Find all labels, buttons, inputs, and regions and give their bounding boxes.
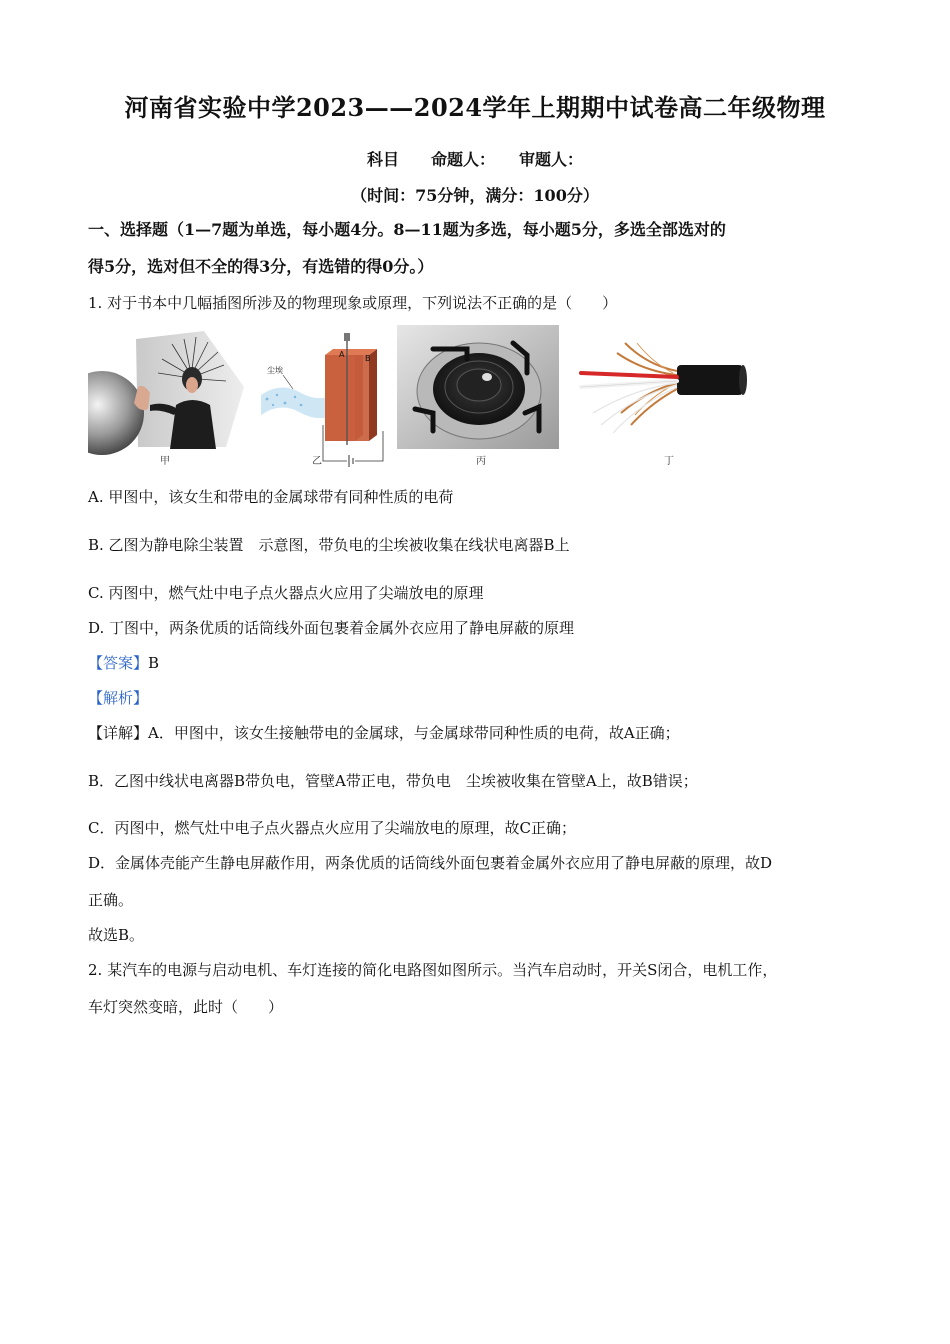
detail-a-text: A．甲图中，该女生接触带电的金属球，与金属球带同种性质的电荷，故A正确； [148, 724, 680, 742]
q2-stem-line1: 2. 某汽车的电源与启动电机、车灯连接的简化电路图如图所示。当汽车启动时，开关S闭合，电机工作， [88, 961, 778, 979]
analysis-tag: 【解析】 [88, 689, 149, 707]
q1-detail-b: B．乙图中线状电离器B带负电，管壁A带正电，带负电 尘埃被收集在管壁A上，故B错误； [88, 772, 698, 790]
q1-option-b: B. 乙图为静电除尘装置 示意图，带负电的尘埃被收集在线状电离器B上 [88, 536, 570, 554]
q1-detail-d-line1: D．金属体壳能产生静电屏蔽作用，两条优质的话筒线外面包裹着金属外衣应用了静电屏蔽的原理，故D [88, 854, 773, 872]
q1-stem: 1. 对于书本中几幅插图所涉及的物理现象或原理，下列说法不正确的是（ ） [88, 294, 618, 312]
exam-meta: 科目 命题人： 审题人： [366, 150, 583, 169]
figure-bing-caption: 丙 [476, 456, 486, 467]
exam-time: （时间：75分钟，满分：100分） [351, 186, 599, 205]
q1-answer [88, 652, 862, 674]
q1-detail-a [88, 722, 862, 744]
page-title: 河南省实验中学2023——2024学年上期期中试卷高二年级物理 [124, 93, 826, 122]
q1-conclusion: 故选B。 [88, 926, 145, 944]
figure-ding-shielded-cable [573, 325, 749, 475]
q1-option-d: D. 丁图中，两条优质的话筒线外面包裹着金属外衣应用了静电屏蔽的原理 [88, 619, 575, 637]
section-heading-line2: 得5分，选对但不全的得3分，有选错的得0分。） [88, 257, 434, 276]
figure-yi-electrostatic-precipitator [255, 325, 395, 475]
answer-value: B [148, 654, 160, 672]
figure-ding-caption: 丁 [664, 456, 674, 467]
detail-tag: 【详解】 [88, 724, 149, 742]
plate-a-label: A [339, 350, 345, 359]
q2-stem-line2: 车灯突然变暗，此时（ ） [88, 998, 284, 1016]
answer-tag: 【答案】 [88, 654, 149, 672]
q1-option-c: C. 丙图中，燃气灶中电子点火器点火应用了尖端放电的原理 [88, 584, 484, 602]
figure-yi-caption: 乙 [312, 456, 322, 467]
q1-option-a: A. 甲图中，该女生和带电的金属球带有同种性质的电荷 [88, 488, 454, 506]
figure-jia-caption: 甲 [160, 456, 170, 467]
q1-detail-c: C．丙图中，燃气灶中电子点火器点火应用了尖端放电的原理，故C正确； [88, 819, 576, 837]
dust-label: 尘埃 [267, 366, 283, 375]
q1-detail-d-line2: 正确。 [88, 891, 134, 909]
plate-b-label: B [365, 354, 371, 363]
section-heading-line1: 一、选择题（1—7题为单选，每小题4分。8—11题为多选，每小题5分，多选全部选对的 [88, 220, 726, 239]
